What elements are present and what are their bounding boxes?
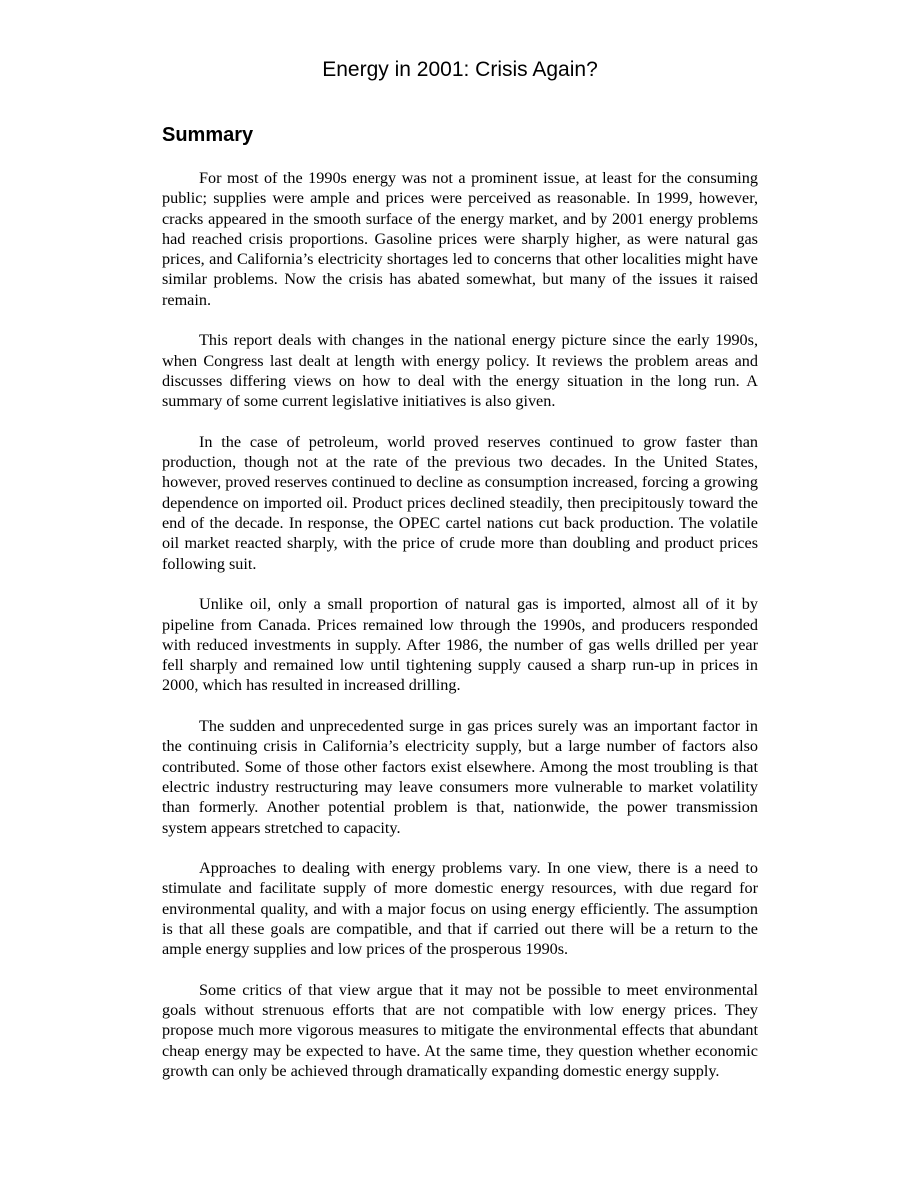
paragraph: The sudden and unprecedented surge in gas prices surely was an important factor in the continuing crisis in California’s electricity supply, but a large number of factors also contributed. Some of those other factors exist elsewhere. Among the most troubling is that electric industry restructuring may leave consumers more vulnerable to market volatility than formerly. Another potential problem is that, nationwide, the power transmission system appears stretched to capacity. [162, 717, 758, 837]
paragraph: Some critics of that view argue that it may not be possible to meet environmental goals without strenuous efforts that are not compatible with low energy prices. They propose much more vigorous measures to mitigate the environmental effects that abundant cheap energy may be expected to have. At the same time, they question whether economic growth can only be achieved through dramatically expanding domestic energy supply. [162, 980, 758, 1081]
section-heading-summary: Summary [162, 124, 254, 146]
document-title: Energy in 2001: Crisis Again? [322, 58, 598, 81]
paragraph: This report deals with changes in the national energy picture since the early 1990s, when Congress last dealt at length with energy policy. It reviews the problem areas and discusses differing views on how to deal with the energy situation in the long run. A summary of some current legislative initiatives is also given. [162, 331, 758, 411]
paragraph: Unlike oil, only a small proportion of natural gas is imported, almost all of it by pipeline from Canada. Prices remained low through the 1990s, and producers responded with reduced investments in supply. After 1986, the number of gas wells drilled per year fell sharply and remained low until tightening supply caused a sharp run-up in prices in 2000, which has resulted in increased drilling. [162, 595, 758, 695]
summary-body [162, 168, 758, 1102]
paragraph: For most of the 1990s energy was not a prominent issue, at least for the consuming public; supplies were ample and prices were perceived as reasonable. In 1999, however, cracks appeared in the smooth surface of the energy market, and by 2001 energy problems had reached crisis proportions. Gasoline prices were sharply higher, as were natural gas prices, and California’s electricity shortages led to concerns that other localities might have similar problems. Now the crisis has abated somewhat, but many of the issues it raised remain. [162, 169, 758, 309]
paragraph: In the case of petroleum, world proved reserves continued to grow faster than production, though not at the rate of the previous two decades. In the United States, however, proved reserves continued to decline as consumption increased, forcing a growing dependence on imported oil. Product prices declined steadily, then precipitously toward the end of the decade. In response, the OPEC cartel nations cut back production. The volatile oil market reacted sharply, with the price of crude more than doubling and product prices following suit. [162, 432, 758, 573]
paragraph: Approaches to dealing with energy problems vary. In one view, there is a need to stimulate and facilitate supply of more domestic energy resources, with due regard for environmental quality, and with a major focus on using energy efficiently. The assumption is that all these goals are compatible, and that if carried out there will be a return to the ample energy supplies and low prices of the prosperous 1990s. [162, 859, 758, 959]
